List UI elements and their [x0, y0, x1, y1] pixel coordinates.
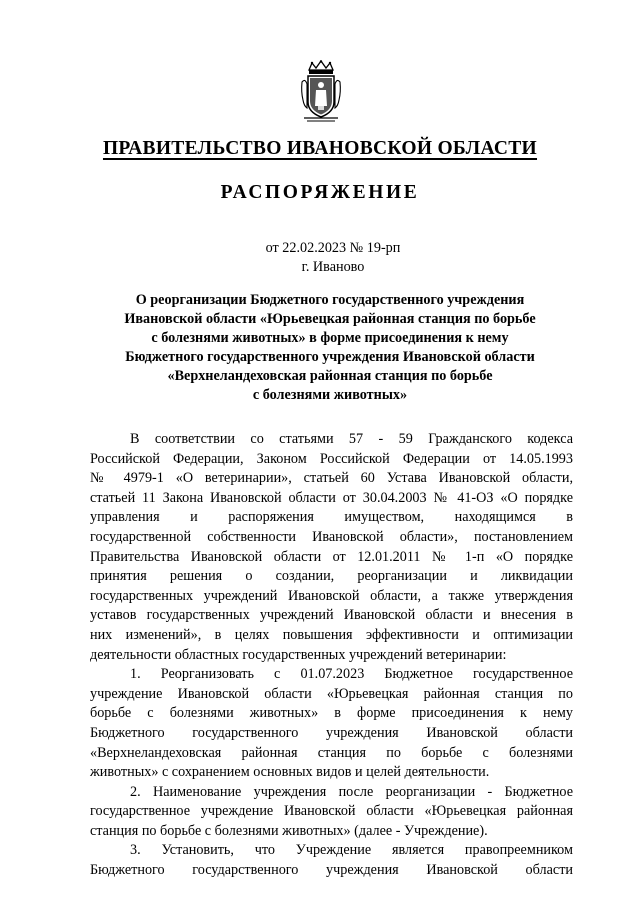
body-line: них изменений», в целях повышения эффективности и оптимизации [90, 626, 573, 643]
ivanovo-coat-of-arms-icon [300, 60, 342, 122]
body-line: 1. Реорганизовать с 01.07.2023 Бюджетное государственное [130, 666, 573, 683]
subject-line: «Верхнеландеховская районная станция по борьбе [167, 368, 493, 384]
subject-line: с болезнями животных» [252, 387, 408, 403]
document-body [90, 430, 573, 881]
body-line: 2. Наименование учреждения после реорганизации - Бюджетное [130, 783, 573, 800]
body-line: статьей 11 Закона Ивановской области от 30.04.2003 № 41-ОЗ «О порядке [90, 489, 573, 506]
body-line: В соответствии со статьями 57 - 59 Гражданского кодекса [130, 431, 573, 447]
government-title-text: ПРАВИТЕЛЬСТВО ИВАНОВСКОЙ ОБЛАСТИ [102, 138, 538, 159]
body-line: Правительства Ивановской области от 12.01.2011 № 1-п «О порядке [90, 548, 573, 565]
body-line: «Верхнеландеховская районная станция по борьбе с болезнями [90, 744, 573, 761]
document-type-heading: РАСПОРЯЖЕНИЕ [220, 182, 420, 203]
body-line: государственной собственности Ивановской области», постановлением [90, 528, 573, 545]
body-line: станция по борьбе с болезнями животных» (далее - Учреждение). [90, 822, 488, 839]
body-line: государственных учреждений Ивановской области, а также утверждения [90, 587, 573, 604]
body-line: борьбе с болезнями животных» в форме присоединения к нему [90, 705, 573, 722]
body-line: государственное учреждение Ивановской области «Юрьевецкая районная [90, 803, 573, 820]
subject-line: Ивановской области «Юрьевецкая районная станция по борьбе [124, 311, 536, 327]
body-line: учреждение Ивановской области «Юрьевецкая районная станция по [90, 685, 573, 702]
document-city: г. Иваново [301, 259, 365, 275]
document-subject [90, 291, 570, 405]
body-line: Бюджетного государственного учреждения Ивановской области [90, 724, 573, 741]
body-line: 3. Установить, что Учреждение является правопреемником [130, 842, 573, 859]
body-line: принятия решения о создании, реорганизации и ликвидации [90, 568, 573, 585]
body-line: Бюджетного государственного учреждения Ивановской области [90, 862, 573, 879]
subject-line: с болезнями животных» в форме присоединения к нему [151, 330, 509, 346]
body-line: уставов государственных учреждений Ивановской области и внесения в [90, 607, 573, 624]
body-line: управления и распоряжения имуществом, находящимся в [90, 509, 573, 526]
body-line: Российской Федерации, Законом Российской Федерации от 14.05.1993 [90, 450, 573, 467]
body-line: № 4979-1 «О ветеринарии», статьей 60 Устава Ивановской области, [90, 470, 573, 487]
document-date-number: от 22.02.2023 № 19-рп [265, 240, 401, 256]
subject-line: О реорганизации Бюджетного государственного учреждения [135, 292, 525, 308]
body-line: деятельности областных государственных учреждений ветеринарии: [90, 646, 507, 663]
body-line: животных» с сохранением основных видов и целей деятельности. [90, 764, 490, 781]
subject-line: Бюджетного государственного учреждения Ивановской области [125, 349, 535, 365]
government-title [0, 138, 640, 160]
